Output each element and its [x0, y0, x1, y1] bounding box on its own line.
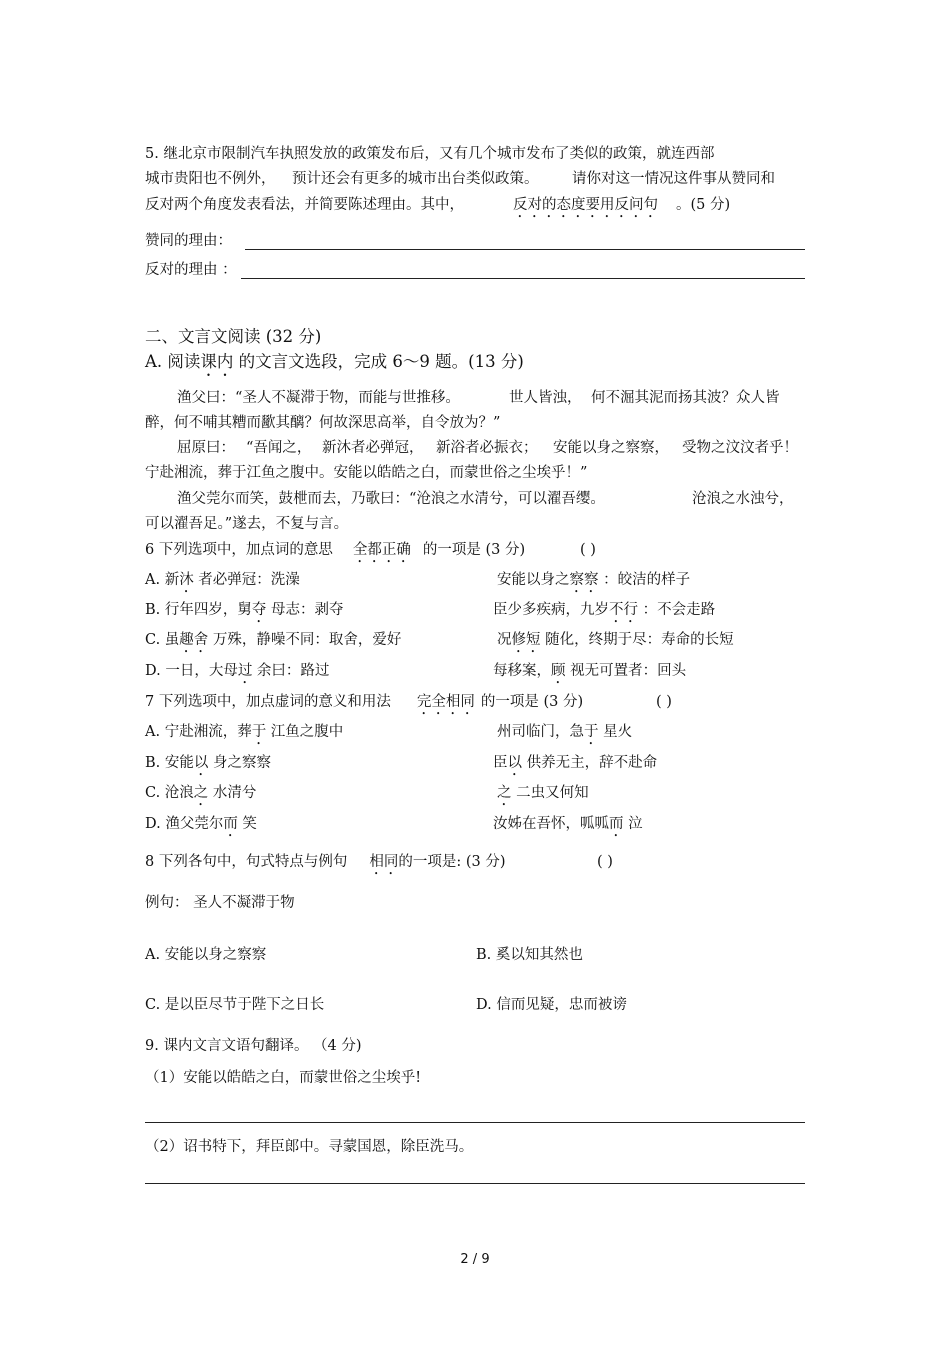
passage-p1a: 渔父曰：“圣人不凝滞于物，而能与世推移。: [177, 390, 460, 406]
q6-a2-emphasis: 察察: [569, 572, 599, 588]
q7-c-post: 水清兮: [208, 785, 257, 801]
q6-d2-post: 视无可置者：回头: [565, 663, 687, 679]
passage-p1c: 何不淈其泥而扬其波？众人皆: [591, 390, 780, 406]
q7-d2-post: 泣: [623, 816, 643, 832]
subA-post: 的文言文选段，完成 6～9 题。(13 分): [233, 352, 524, 371]
q7-b-post: 身之察察: [208, 755, 271, 771]
q5-agree-label: 赞同的理由：: [145, 233, 232, 249]
q6-c2-pre: 况: [497, 632, 512, 648]
q7-a-emphasis: 于: [251, 724, 267, 740]
q5-line2b: 预计还会有更多的城市出台类似政策。: [292, 171, 539, 187]
q5-line2a: 城市贵阳也不例外，: [145, 171, 276, 187]
q6-a-post: 者必弹冠：洗澡: [193, 572, 300, 588]
q6-answer-paren[interactable]: ( ): [580, 542, 596, 558]
q7-b-pre: B. 安能: [145, 755, 194, 771]
passage-p3d: 新浴者必振衣；: [436, 440, 538, 456]
passage-p5a: 渔父莞尔而笑，鼓枻而去，乃歌曰：“沧浪之水清兮，可以濯吾缨。: [177, 491, 605, 507]
section2-title: 二、文言文阅读 (32 分): [145, 327, 322, 346]
q7-a2-pre: 州司临门，急: [497, 724, 584, 740]
q6-c-post: 万殊，静噪不同：取舍，爱好: [208, 632, 402, 648]
q9-sentence-2: （2）诏书特下，拜臣郎中。寻蒙国恩，除臣洗马。: [145, 1139, 474, 1155]
q6-option-a-2: [497, 571, 690, 596]
q7-option-c[interactable]: [145, 784, 256, 809]
q6-d2-pre: 每移案，: [493, 663, 551, 679]
q6-a2-post: ：皎洁的样子: [598, 572, 691, 588]
q7-answer-paren[interactable]: ( ): [656, 694, 672, 710]
passage-p3a: 屈原曰：: [177, 440, 235, 456]
q6-option-c-2: [497, 631, 734, 656]
q7-d2-emphasis: 而: [609, 816, 624, 832]
q6-option-d[interactable]: [145, 662, 329, 687]
q9-answer-line-1[interactable]: [145, 1122, 805, 1123]
q7-stem-emphasis: 完全相同: [416, 694, 475, 710]
q7-b-emphasis: 以: [193, 755, 209, 771]
q6-a2-pre: 安能以身之: [497, 572, 570, 588]
q8-option-b[interactable]: B. 奚以知其然也: [476, 947, 583, 963]
passage-p3f: 受物之汶汶者乎！: [682, 440, 798, 456]
q6-c2-emphasis: 修短: [511, 632, 541, 648]
passage-p6: 可以濯吾足。”遂去，不复与言。: [145, 516, 349, 532]
q6-a-pre: A. 新: [145, 572, 180, 588]
q7-option-d[interactable]: [145, 815, 257, 840]
q7-d-emphasis: 而: [223, 816, 238, 832]
q5-line1: 5. 继北京市限制汽车执照发放的政策发布后，又有几个城市发布了类似的政策，就连西部: [145, 146, 715, 162]
q8-option-d[interactable]: D. 信而见疑，忠而被谤: [476, 997, 627, 1013]
q6-d-pre: D. 一日，大母: [145, 663, 238, 679]
passage-p5b: 沧浪之水浊兮，: [692, 491, 794, 507]
passage-p4: 宁赴湘流，葬于江鱼之腹中。安能以皓皓之白，而蒙世俗之尘埃乎！”: [145, 465, 588, 481]
q7-stem: [145, 693, 583, 718]
q7-a2-post: 星火: [598, 724, 633, 740]
q5-oppose-answer-line[interactable]: [241, 278, 805, 279]
q5-agree-answer-line[interactable]: [245, 249, 805, 250]
q8-stem-post: 的一项是: (3 分): [398, 854, 506, 870]
q5-line3c: 。(5 分): [676, 197, 731, 213]
q6-option-c[interactable]: [145, 631, 401, 656]
q6-d-emphasis: 过: [237, 663, 253, 679]
section2-subtitle-a: [145, 352, 524, 380]
page-number: 2 / 9: [460, 1252, 490, 1267]
q6-d2-emphasis: 顾: [551, 663, 566, 679]
q6-c-pre: C. 虽: [145, 632, 180, 648]
q6-option-b[interactable]: [145, 601, 343, 626]
passage-p2: 醉，何不哺其糟而歠其醨？何故深思高举，自令放为？”: [145, 415, 501, 431]
q6-a-emphasis: 沐: [179, 572, 194, 588]
q6-stem-pre: 6 下列选项中，加点词的意思: [145, 542, 333, 558]
q7-d-pre: D. 渔父莞尔: [145, 816, 224, 832]
q9-sentence-1: （1）安能以皓皓之白，而蒙世俗之尘埃乎!: [145, 1070, 422, 1086]
q7-b2-emphasis: 以: [507, 755, 522, 771]
q8-option-c[interactable]: C. 是以臣尽节于陛下之日长: [145, 997, 325, 1013]
q7-c-pre: C. 沧浪: [145, 785, 194, 801]
q6-stem-post: 的一项是 (3 分): [422, 542, 526, 558]
q6-stem: [145, 541, 525, 566]
q6-c-emphasis: 趣舍: [179, 632, 209, 648]
q7-a2-emphasis: 于: [584, 724, 599, 740]
q5-line2c: 请你对这一情况这件事从赞同和: [572, 171, 775, 187]
q8-option-a[interactable]: A. 安能以身之察察: [145, 947, 267, 963]
q6-b2-emphasis: 不行: [609, 602, 638, 618]
passage-p3e: 安能以身之察察，: [553, 440, 669, 456]
subA-pre: A. 阅读: [145, 352, 201, 371]
q7-c2-emphasis: 之: [497, 785, 512, 801]
q7-d2-pre: 汝姊在吾怀，呱呱: [493, 816, 609, 832]
q5-line3b-emphasis: 反对的态度要用反问句: [513, 197, 658, 213]
q7-stem-post: 的一项是 (3 分): [480, 694, 584, 710]
q6-b2-pre: 臣少多疾病，九岁: [493, 602, 609, 618]
q7-c2-post: 二虫又何知: [511, 785, 589, 801]
q7-option-a-2: [497, 723, 632, 748]
passage-p3b: “吾闻之，: [246, 440, 312, 456]
q6-option-a[interactable]: [145, 571, 300, 596]
q7-b2-pre: 臣: [493, 755, 508, 771]
q6-b-emphasis: 夺: [251, 602, 267, 618]
q8-stem: [145, 853, 506, 878]
q8-stem-pre: 8 下列各句中，句式特点与例句: [145, 854, 348, 870]
q7-option-a[interactable]: [145, 723, 343, 748]
q8-stem-emphasis: 相同: [369, 854, 399, 870]
q7-d-post: 笑: [237, 816, 257, 832]
q6-b-pre: B. 行年四岁，舅: [145, 602, 252, 618]
q9-stem: 9. 课内文言文语句翻译。 （4 分): [145, 1038, 362, 1054]
q6-b-post: 母志：剥夺: [266, 602, 344, 618]
q6-option-d-2: [493, 662, 686, 687]
q7-a-post: 江鱼之腹中: [266, 724, 344, 740]
q9-answer-line-2[interactable]: [145, 1183, 805, 1184]
q6-stem-emphasis: 全都正确: [352, 542, 411, 558]
q6-b2-post: ：不会走路: [638, 602, 716, 618]
q5-oppose-label: 反对的理由 ：: [145, 262, 237, 278]
q7-option-b-2: [493, 754, 657, 779]
q6-d-post: 余曰：路过: [252, 663, 330, 679]
subA-emphasis: 课内: [200, 352, 234, 371]
q5-line3a: 反对两个角度发表看法，并简要陈述理由。其中，: [145, 197, 464, 213]
passage-p3c: 新沐者必弹冠，: [322, 440, 424, 456]
q6-c2-post: 随化，终期于尽：寿命的长短: [540, 632, 734, 648]
q7-stem-pre: 7 下列选项中，加点虚词的意义和用法: [145, 694, 391, 710]
q7-option-c-2: [497, 784, 589, 809]
q7-b2-post: 供养无主，辞不赴命: [522, 755, 658, 771]
q6-option-b-2: [493, 601, 715, 626]
q7-option-d-2: [493, 815, 643, 840]
q8-answer-paren[interactable]: ( ): [597, 854, 613, 870]
q7-c-emphasis: 之: [193, 785, 209, 801]
passage-p1b: 世人皆浊，: [509, 390, 582, 406]
q7-option-b[interactable]: [145, 754, 271, 779]
q8-example: 例句： 圣人不凝滞于物: [145, 895, 295, 911]
q7-a-pre: A. 宁赴湘流，葬: [145, 724, 252, 740]
